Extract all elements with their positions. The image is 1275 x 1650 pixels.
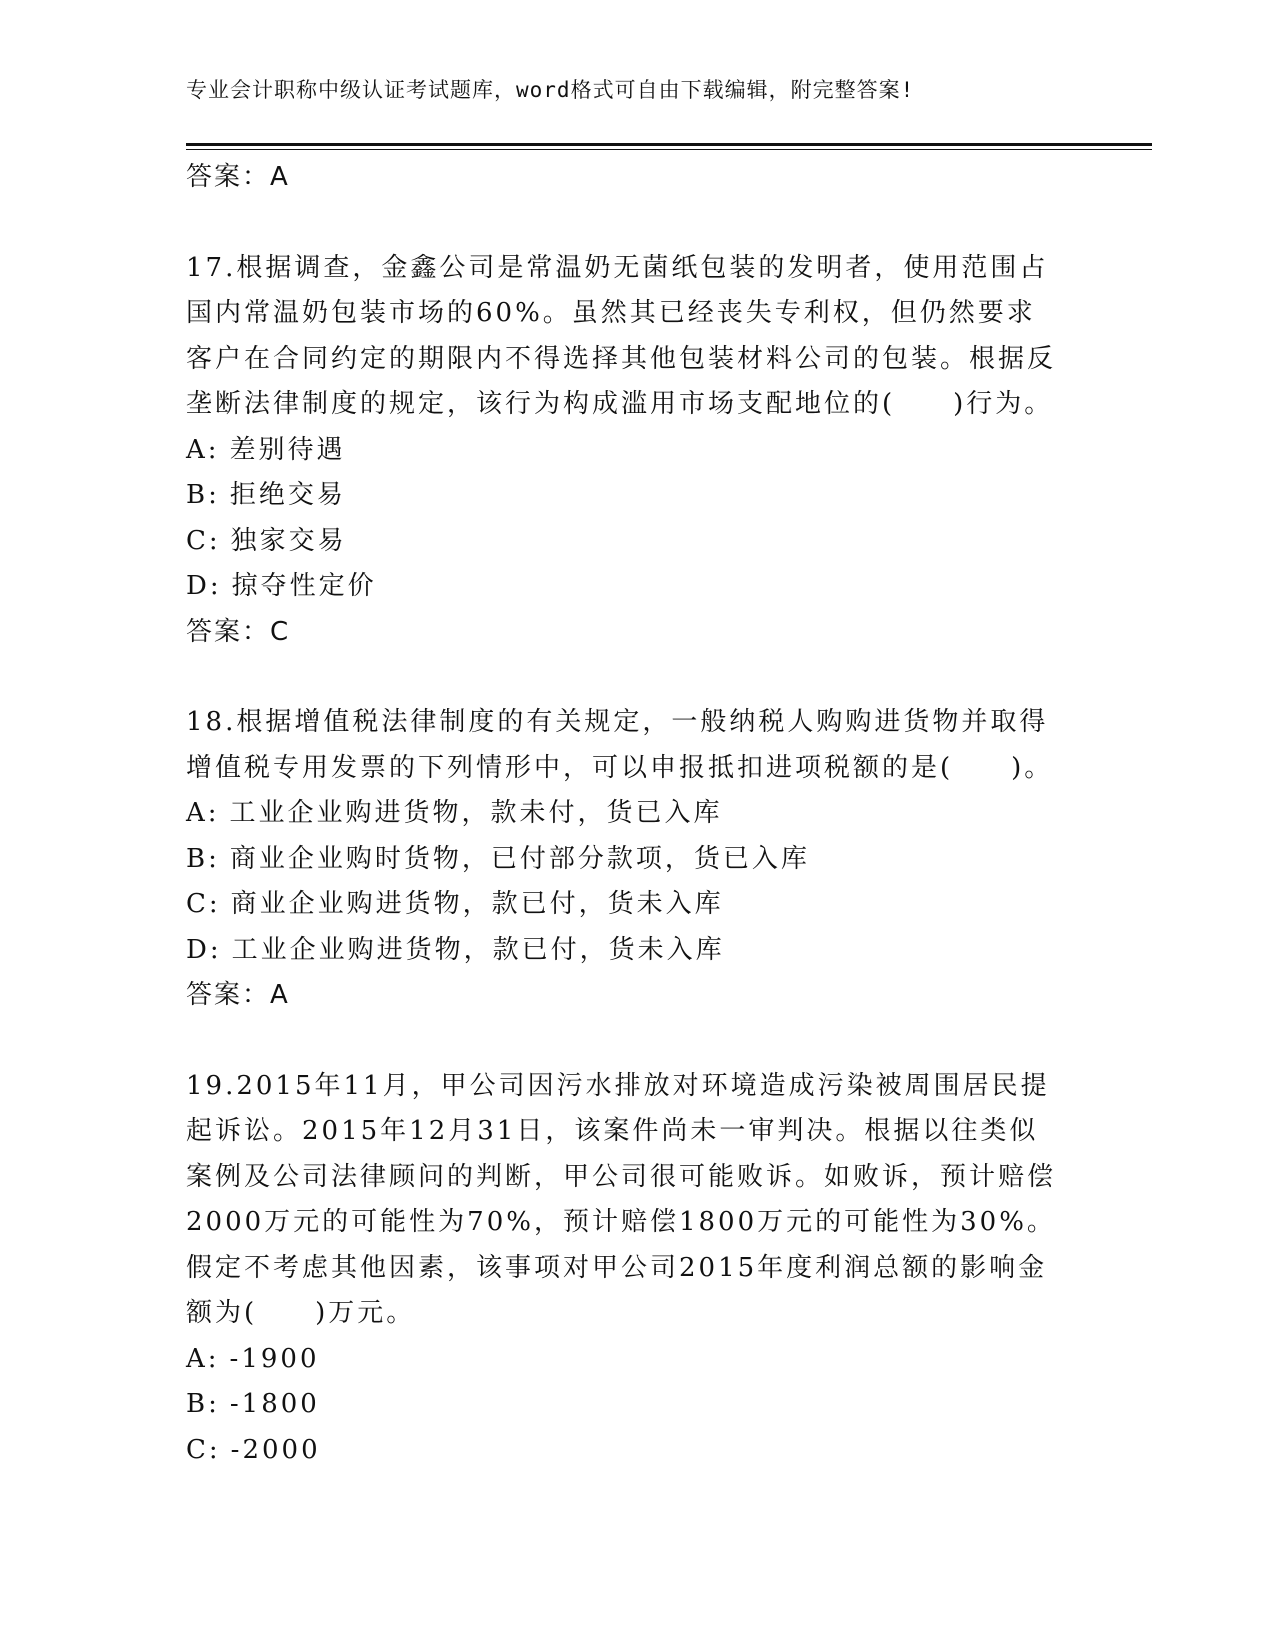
option-key: C: — [186, 889, 221, 919]
question-17 — [186, 246, 1086, 656]
option-text: 商业企业购进货物，款已付，货未入库 — [230, 889, 724, 919]
option-key: D: — [186, 934, 222, 965]
option-text: 独家交易 — [230, 525, 347, 556]
option-key: A: — [186, 798, 220, 828]
answer-line: 答案：A — [186, 162, 290, 192]
document-content — [186, 155, 1086, 1473]
option-d — [186, 928, 1086, 974]
option-c — [186, 882, 1086, 928]
option-d — [186, 564, 1086, 610]
option-b — [186, 473, 1086, 519]
option-key: B: — [186, 480, 220, 510]
question-18 — [186, 700, 1086, 1019]
option-key: B: — [186, 1389, 220, 1419]
header-rule-thin — [186, 149, 1152, 150]
option-key: B: — [186, 843, 220, 874]
option-key: C: — [186, 1434, 221, 1465]
question-stem: 19.2015年11月，甲公司因污水排放对环境造成污染被周围居民提起诉讼。2015年12月31日，该案件尚未一审判决。根据以往类似案例及公司法律顾问的判断，甲公司很可能败诉。如败诉，预计赔偿2000万元的可能性为70%，预计赔偿1800万元的可能性为30%。假定不考虑其他因素，该事项对甲公司2015年度利润总额的影响金额为( )万元。 — [186, 1070, 1057, 1328]
option-key: A: — [186, 1343, 220, 1374]
question-stem: 18.根据增值税法律制度的有关规定，一般纳税人购购进货物并取得增值税专用发票的下列情形中，可以申报抵扣进项税额的是( )。 — [186, 707, 1054, 783]
question-stem: 17.根据调查，金鑫公司是常温奶无菌纸包装的发明者，使用范围占国内常温奶包装市场的60%。虽然其已经丧失专利权，但仍然要求客户在合同约定的期限内不得选择其他包装材料公司的包装。根据反垄断法律制度的规定，该行为构成滥用市场支配地位的( )行为。 — [186, 252, 1057, 419]
option-b — [186, 1382, 1086, 1428]
option-a — [186, 791, 1086, 837]
option-text: 工业企业购进货物，款已付，货未入库 — [231, 934, 725, 965]
option-text: 商业企业购时货物，已付部分款项，货已入库 — [229, 843, 810, 874]
question-19 — [186, 1064, 1086, 1474]
option-key: A: — [186, 434, 220, 465]
option-key: C: — [186, 525, 221, 556]
spacer — [186, 201, 1086, 246]
option-text: 拒绝交易 — [229, 480, 346, 510]
option-a — [186, 1337, 1086, 1383]
header-rule-thick — [186, 143, 1152, 146]
page-header: 专业会计职称中级认证考试题库，word格式可自由下载编辑，附完整答案! — [186, 78, 915, 102]
option-c — [186, 519, 1086, 565]
answer-line: 答案：C — [186, 616, 291, 647]
option-text: -1900 — [229, 1343, 320, 1374]
option-c — [186, 1428, 1086, 1474]
option-text: -2000 — [230, 1434, 321, 1465]
spacer — [186, 1019, 1086, 1064]
answer-line: 答案：A — [186, 980, 290, 1010]
option-text: 差别待遇 — [229, 434, 346, 465]
option-key: D: — [186, 571, 222, 601]
option-b — [186, 837, 1086, 883]
option-a — [186, 428, 1086, 474]
option-text: 工业企业购进货物，款未付，货已入库 — [229, 798, 723, 828]
option-text: 掠夺性定价 — [231, 571, 377, 601]
option-text: -1800 — [229, 1389, 320, 1419]
spacer — [186, 655, 1086, 700]
